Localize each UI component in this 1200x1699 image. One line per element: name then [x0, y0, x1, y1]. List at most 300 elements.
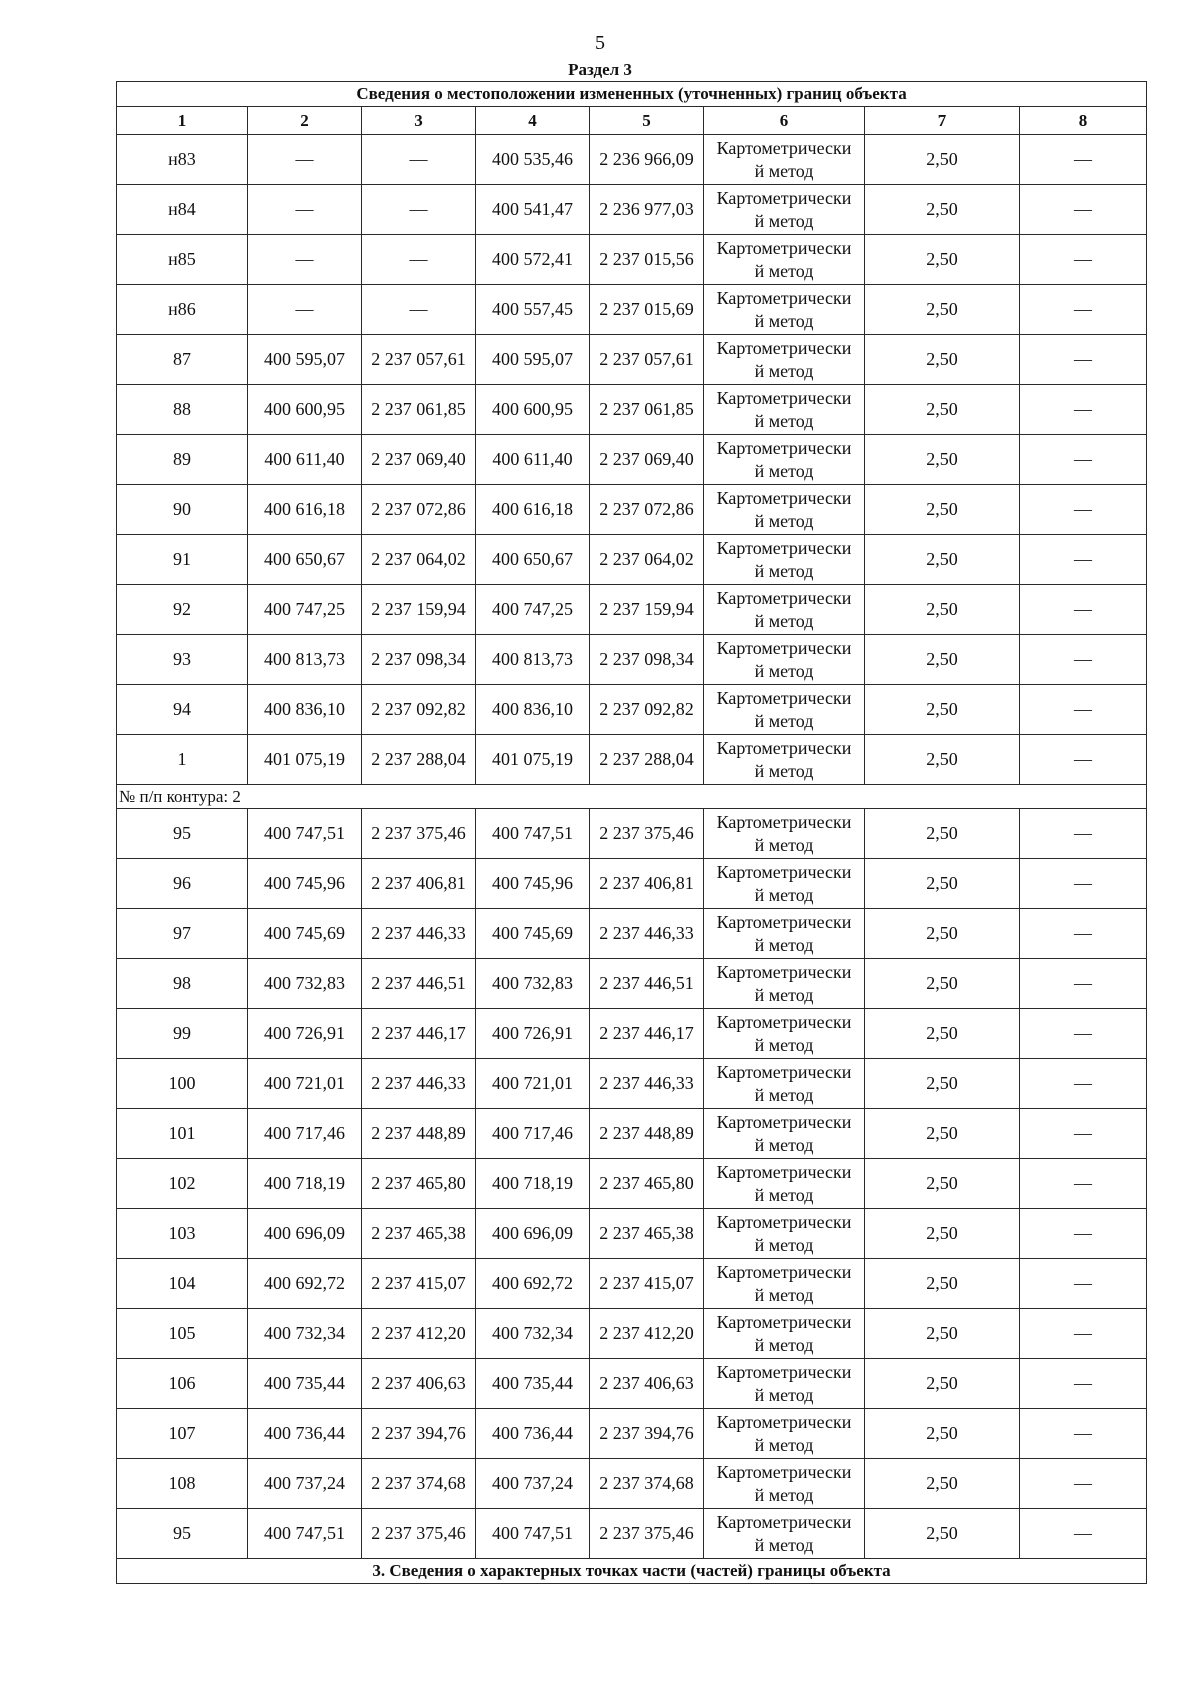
- y-old-cell: 2 237 374,68: [362, 1459, 476, 1509]
- method-text-line1: Картометрически: [716, 1511, 852, 1532]
- method-cell: [704, 535, 865, 585]
- description-cell: —: [1020, 235, 1147, 285]
- table-row: [117, 1409, 1147, 1459]
- page-number: 5: [595, 32, 605, 54]
- x-old-cell: 400 836,10: [248, 685, 362, 735]
- y-old-cell: 2 237 375,46: [362, 1509, 476, 1559]
- x-old-cell: 400 813,73: [248, 635, 362, 685]
- method-text-line1: Картометрически: [716, 1111, 852, 1132]
- x-old-cell: 400 717,46: [248, 1109, 362, 1159]
- description-cell: —: [1020, 385, 1147, 435]
- method-text-line2: й метод: [754, 560, 814, 581]
- column-header: 3: [362, 107, 476, 135]
- precision-cell: 2,50: [865, 1309, 1020, 1359]
- method-text-line1: Картометрически: [716, 237, 852, 258]
- method-cell: [704, 1159, 865, 1209]
- x-new-cell: 400 572,41: [476, 235, 590, 285]
- description-cell: —: [1020, 1009, 1147, 1059]
- method-cell: [704, 1059, 865, 1109]
- method-text-line2: й метод: [754, 760, 814, 781]
- y-new-cell: 2 237 394,76: [590, 1409, 704, 1459]
- x-new-cell: 400 836,10: [476, 685, 590, 735]
- method-text-line1: Картометрически: [716, 861, 852, 882]
- method-text-line2: й метод: [754, 660, 814, 681]
- precision-cell: 2,50: [865, 1459, 1020, 1509]
- description-cell: —: [1020, 1509, 1147, 1559]
- boundary-table: [116, 81, 1147, 1584]
- x-old-cell: 400 696,09: [248, 1209, 362, 1259]
- point-id-cell: 89: [117, 435, 248, 485]
- method-text-line1: Картометрически: [716, 487, 852, 508]
- method-text-line2: й метод: [754, 610, 814, 631]
- x-new-cell: 400 745,96: [476, 859, 590, 909]
- x-new-cell: 400 557,45: [476, 285, 590, 335]
- description-cell: —: [1020, 1209, 1147, 1259]
- x-old-cell: 400 732,34: [248, 1309, 362, 1359]
- point-id-cell: 93: [117, 635, 248, 685]
- table-row: [117, 959, 1147, 1009]
- method-text-line2: й метод: [754, 310, 814, 331]
- x-new-cell: 400 616,18: [476, 485, 590, 535]
- y-new-cell: 2 237 015,56: [590, 235, 704, 285]
- point-id-cell: 102: [117, 1159, 248, 1209]
- precision-cell: 2,50: [865, 1209, 1020, 1259]
- method-text-line1: Картометрически: [716, 1411, 852, 1432]
- method-text-line2: й метод: [754, 884, 814, 905]
- method-cell: [704, 809, 865, 859]
- point-id-cell: 88: [117, 385, 248, 435]
- method-text-line1: Картометрически: [716, 1161, 852, 1182]
- y-new-cell: 2 237 465,80: [590, 1159, 704, 1209]
- method-cell: [704, 1309, 865, 1359]
- x-old-cell: 400 600,95: [248, 385, 362, 435]
- precision-cell: 2,50: [865, 285, 1020, 335]
- point-id-cell: 99: [117, 1009, 248, 1059]
- point-id-cell: 91: [117, 535, 248, 585]
- method-text-line1: Картометрически: [716, 137, 852, 158]
- method-cell: [704, 1409, 865, 1459]
- y-new-cell: 2 237 465,38: [590, 1209, 704, 1259]
- y-new-cell: 2 237 374,68: [590, 1459, 704, 1509]
- point-id-cell: 96: [117, 859, 248, 909]
- x-old-cell: —: [248, 235, 362, 285]
- table-row: [117, 859, 1147, 909]
- column-header: 7: [865, 107, 1020, 135]
- table-row: [117, 635, 1147, 685]
- precision-cell: 2,50: [865, 235, 1020, 285]
- method-text-line2: й метод: [754, 360, 814, 381]
- y-new-cell: 2 237 375,46: [590, 809, 704, 859]
- point-id-cell: 1: [117, 735, 248, 785]
- method-cell: [704, 1109, 865, 1159]
- method-text-line2: й метод: [754, 260, 814, 281]
- y-new-cell: 2 237 159,94: [590, 585, 704, 635]
- x-new-cell: 400 717,46: [476, 1109, 590, 1159]
- y-old-cell: 2 237 465,80: [362, 1159, 476, 1209]
- point-id-cell: 98: [117, 959, 248, 1009]
- y-new-cell: 2 237 446,51: [590, 959, 704, 1009]
- method-cell: [704, 1459, 865, 1509]
- y-new-cell: 2 237 406,63: [590, 1359, 704, 1409]
- method-cell: [704, 435, 865, 485]
- method-text-line1: Картометрически: [716, 637, 852, 658]
- description-cell: —: [1020, 135, 1147, 185]
- column-header: 1: [117, 107, 248, 135]
- table-row: [117, 909, 1147, 959]
- precision-cell: 2,50: [865, 435, 1020, 485]
- x-old-cell: —: [248, 285, 362, 335]
- point-id-cell: 104: [117, 1259, 248, 1309]
- footer-caption: 3. Сведения о характерных точках части (частей) границы объекта: [117, 1559, 1147, 1584]
- description-cell: —: [1020, 1159, 1147, 1209]
- table-row: [117, 185, 1147, 235]
- y-new-cell: 2 237 092,82: [590, 685, 704, 735]
- point-id-cell: 108: [117, 1459, 248, 1509]
- precision-cell: 2,50: [865, 535, 1020, 585]
- x-new-cell: 400 721,01: [476, 1059, 590, 1109]
- point-id-cell: н85: [117, 235, 248, 285]
- description-cell: —: [1020, 1059, 1147, 1109]
- y-old-cell: 2 237 446,51: [362, 959, 476, 1009]
- method-cell: [704, 1209, 865, 1259]
- y-old-cell: 2 237 446,33: [362, 1059, 476, 1109]
- description-cell: —: [1020, 809, 1147, 859]
- method-text-line2: й метод: [754, 460, 814, 481]
- x-new-cell: 400 595,07: [476, 335, 590, 385]
- y-old-cell: 2 237 446,17: [362, 1009, 476, 1059]
- precision-cell: 2,50: [865, 735, 1020, 785]
- x-new-cell: 400 735,44: [476, 1359, 590, 1409]
- column-header: 2: [248, 107, 362, 135]
- x-new-cell: 400 813,73: [476, 635, 590, 685]
- column-header: 6: [704, 107, 865, 135]
- x-old-cell: 400 747,51: [248, 809, 362, 859]
- description-cell: —: [1020, 585, 1147, 635]
- method-text-line2: й метод: [754, 510, 814, 531]
- table-row: [117, 1059, 1147, 1109]
- x-old-cell: 400 718,19: [248, 1159, 362, 1209]
- x-new-cell: 400 650,67: [476, 535, 590, 585]
- precision-cell: 2,50: [865, 585, 1020, 635]
- x-new-cell: 400 732,34: [476, 1309, 590, 1359]
- method-text-line1: Картометрически: [716, 1361, 852, 1382]
- y-new-cell: 2 237 448,89: [590, 1109, 704, 1159]
- y-new-cell: 2 236 966,09: [590, 135, 704, 185]
- method-text-line2: й метод: [754, 710, 814, 731]
- method-cell: [704, 685, 865, 735]
- description-cell: —: [1020, 535, 1147, 585]
- method-text-line1: Картометрически: [716, 187, 852, 208]
- point-id-cell: н83: [117, 135, 248, 185]
- method-text-line1: Картометрически: [716, 911, 852, 932]
- y-new-cell: 2 237 415,07: [590, 1259, 704, 1309]
- x-old-cell: 400 737,24: [248, 1459, 362, 1509]
- method-cell: [704, 285, 865, 335]
- table-row: [117, 1359, 1147, 1409]
- precision-cell: 2,50: [865, 385, 1020, 435]
- precision-cell: 2,50: [865, 959, 1020, 1009]
- x-new-cell: 400 726,91: [476, 1009, 590, 1059]
- point-id-cell: 87: [117, 335, 248, 385]
- x-old-cell: 400 611,40: [248, 435, 362, 485]
- y-old-cell: —: [362, 285, 476, 335]
- table-row: [117, 485, 1147, 535]
- y-new-cell: 2 237 064,02: [590, 535, 704, 585]
- method-text-line2: й метод: [754, 1534, 814, 1555]
- table-row: [117, 735, 1147, 785]
- y-old-cell: 2 237 446,33: [362, 909, 476, 959]
- table-row: [117, 535, 1147, 585]
- y-old-cell: 2 237 098,34: [362, 635, 476, 685]
- x-new-cell: 400 747,25: [476, 585, 590, 635]
- method-text-line2: й метод: [754, 1234, 814, 1255]
- y-new-cell: 2 236 977,03: [590, 185, 704, 235]
- point-id-cell: н86: [117, 285, 248, 335]
- y-old-cell: 2 237 072,86: [362, 485, 476, 535]
- y-old-cell: 2 237 406,63: [362, 1359, 476, 1409]
- y-old-cell: 2 237 064,02: [362, 535, 476, 585]
- method-text-line2: й метод: [754, 1384, 814, 1405]
- method-cell: [704, 135, 865, 185]
- method-text-line1: Картометрически: [716, 287, 852, 308]
- method-text-line1: Картометрически: [716, 687, 852, 708]
- x-old-cell: 400 595,07: [248, 335, 362, 385]
- method-text-line2: й метод: [754, 934, 814, 955]
- table-row: [117, 385, 1147, 435]
- method-cell: [704, 635, 865, 685]
- contour-label: № п/п контура: 2: [117, 785, 1147, 809]
- x-old-cell: 400 692,72: [248, 1259, 362, 1309]
- precision-cell: 2,50: [865, 1259, 1020, 1309]
- x-old-cell: 400 650,67: [248, 535, 362, 585]
- description-cell: —: [1020, 1359, 1147, 1409]
- y-new-cell: 2 237 446,17: [590, 1009, 704, 1059]
- precision-cell: 2,50: [865, 1409, 1020, 1459]
- method-cell: [704, 1359, 865, 1409]
- method-text-line2: й метод: [754, 1334, 814, 1355]
- y-old-cell: 2 237 448,89: [362, 1109, 476, 1159]
- method-text-line1: Картометрически: [716, 961, 852, 982]
- method-text-line2: й метод: [754, 1434, 814, 1455]
- y-new-cell: 2 237 446,33: [590, 1059, 704, 1109]
- point-id-cell: 92: [117, 585, 248, 635]
- method-text-line1: Картометрически: [716, 1311, 852, 1332]
- method-text-line1: Картометрически: [716, 337, 852, 358]
- x-new-cell: 400 736,44: [476, 1409, 590, 1459]
- description-cell: —: [1020, 1409, 1147, 1459]
- description-cell: —: [1020, 485, 1147, 535]
- method-text-line2: й метод: [754, 210, 814, 231]
- description-cell: —: [1020, 1459, 1147, 1509]
- description-cell: —: [1020, 635, 1147, 685]
- x-new-cell: 400 745,69: [476, 909, 590, 959]
- method-cell: [704, 385, 865, 435]
- x-old-cell: —: [248, 185, 362, 235]
- precision-cell: 2,50: [865, 185, 1020, 235]
- y-old-cell: 2 237 061,85: [362, 385, 476, 435]
- method-cell: [704, 859, 865, 909]
- table-body: [117, 82, 1147, 1584]
- description-cell: —: [1020, 735, 1147, 785]
- table-row: [117, 1259, 1147, 1309]
- method-cell: [704, 735, 865, 785]
- description-cell: —: [1020, 909, 1147, 959]
- precision-cell: 2,50: [865, 909, 1020, 959]
- method-text-line1: Картометрически: [716, 587, 852, 608]
- precision-cell: 2,50: [865, 485, 1020, 535]
- table-row: [117, 685, 1147, 735]
- method-text-line1: Картометрически: [716, 1061, 852, 1082]
- table-caption: Сведения о местоположении измененных (уточненных) границ объекта: [117, 82, 1147, 107]
- description-cell: —: [1020, 1109, 1147, 1159]
- point-id-cell: 94: [117, 685, 248, 735]
- method-text-line2: й метод: [754, 1134, 814, 1155]
- y-old-cell: 2 237 375,46: [362, 809, 476, 859]
- y-old-cell: —: [362, 135, 476, 185]
- table-row: [117, 1009, 1147, 1059]
- x-old-cell: 400 747,51: [248, 1509, 362, 1559]
- y-new-cell: 2 237 288,04: [590, 735, 704, 785]
- method-cell: [704, 1259, 865, 1309]
- x-new-cell: 400 600,95: [476, 385, 590, 435]
- method-text-line1: Картометрически: [716, 1011, 852, 1032]
- description-cell: —: [1020, 285, 1147, 335]
- precision-cell: 2,50: [865, 335, 1020, 385]
- precision-cell: 2,50: [865, 685, 1020, 735]
- method-text-line1: Картометрически: [716, 811, 852, 832]
- point-id-cell: 95: [117, 809, 248, 859]
- table-row: [117, 135, 1147, 185]
- method-text-line2: й метод: [754, 834, 814, 855]
- precision-cell: 2,50: [865, 809, 1020, 859]
- precision-cell: 2,50: [865, 1059, 1020, 1109]
- x-old-cell: 400 732,83: [248, 959, 362, 1009]
- point-id-cell: 107: [117, 1409, 248, 1459]
- point-id-cell: 105: [117, 1309, 248, 1359]
- point-id-cell: 95: [117, 1509, 248, 1559]
- description-cell: —: [1020, 185, 1147, 235]
- method-cell: [704, 485, 865, 535]
- y-new-cell: 2 237 057,61: [590, 335, 704, 385]
- method-text-line2: й метод: [754, 410, 814, 431]
- table-row: [117, 1509, 1147, 1559]
- method-text-line1: Картометрически: [716, 1461, 852, 1482]
- method-text-line1: Картометрически: [716, 1211, 852, 1232]
- y-old-cell: —: [362, 185, 476, 235]
- precision-cell: 2,50: [865, 1359, 1020, 1409]
- column-header-row: [117, 107, 1147, 135]
- precision-cell: 2,50: [865, 635, 1020, 685]
- table-row: [117, 1309, 1147, 1359]
- y-new-cell: 2 237 098,34: [590, 635, 704, 685]
- method-text-line2: й метод: [754, 1484, 814, 1505]
- y-old-cell: 2 237 412,20: [362, 1309, 476, 1359]
- table-row: [117, 585, 1147, 635]
- x-new-cell: 400 718,19: [476, 1159, 590, 1209]
- method-text-line1: Картометрически: [716, 387, 852, 408]
- description-cell: —: [1020, 859, 1147, 909]
- x-new-cell: 400 611,40: [476, 435, 590, 485]
- precision-cell: 2,50: [865, 1009, 1020, 1059]
- point-id-cell: 103: [117, 1209, 248, 1259]
- x-new-cell: 400 747,51: [476, 1509, 590, 1559]
- x-new-cell: 400 696,09: [476, 1209, 590, 1259]
- table-row: [117, 285, 1147, 335]
- x-old-cell: 400 616,18: [248, 485, 362, 535]
- table-row: [117, 235, 1147, 285]
- description-cell: —: [1020, 435, 1147, 485]
- method-text-line2: й метод: [754, 1034, 814, 1055]
- y-new-cell: 2 237 446,33: [590, 909, 704, 959]
- precision-cell: 2,50: [865, 1509, 1020, 1559]
- y-new-cell: 2 237 061,85: [590, 385, 704, 435]
- y-new-cell: 2 237 375,46: [590, 1509, 704, 1559]
- method-text-line1: Картометрически: [716, 537, 852, 558]
- y-old-cell: 2 237 159,94: [362, 585, 476, 635]
- y-new-cell: 2 237 406,81: [590, 859, 704, 909]
- y-old-cell: 2 237 288,04: [362, 735, 476, 785]
- y-new-cell: 2 237 072,86: [590, 485, 704, 535]
- method-text-line2: й метод: [754, 1184, 814, 1205]
- table-row: [117, 1109, 1147, 1159]
- y-old-cell: 2 237 057,61: [362, 335, 476, 385]
- point-id-cell: н84: [117, 185, 248, 235]
- x-new-cell: 400 535,46: [476, 135, 590, 185]
- method-text-line2: й метод: [754, 984, 814, 1005]
- y-old-cell: 2 237 465,38: [362, 1209, 476, 1259]
- x-old-cell: 400 735,44: [248, 1359, 362, 1409]
- y-old-cell: —: [362, 235, 476, 285]
- description-cell: —: [1020, 685, 1147, 735]
- x-new-cell: 400 732,83: [476, 959, 590, 1009]
- precision-cell: 2,50: [865, 859, 1020, 909]
- point-id-cell: 90: [117, 485, 248, 535]
- method-text-line1: Картометрически: [716, 737, 852, 758]
- method-cell: [704, 959, 865, 1009]
- description-cell: —: [1020, 1259, 1147, 1309]
- method-text-line2: й метод: [754, 1284, 814, 1305]
- column-header: 5: [590, 107, 704, 135]
- precision-cell: 2,50: [865, 1159, 1020, 1209]
- x-old-cell: 400 721,01: [248, 1059, 362, 1109]
- method-cell: [704, 1509, 865, 1559]
- x-old-cell: 400 747,25: [248, 585, 362, 635]
- method-cell: [704, 185, 865, 235]
- table-row: [117, 1459, 1147, 1509]
- method-text-line1: Картометрически: [716, 437, 852, 458]
- method-cell: [704, 1009, 865, 1059]
- point-id-cell: 97: [117, 909, 248, 959]
- method-text-line2: й метод: [754, 160, 814, 181]
- x-new-cell: 400 692,72: [476, 1259, 590, 1309]
- method-cell: [704, 235, 865, 285]
- point-id-cell: 100: [117, 1059, 248, 1109]
- precision-cell: 2,50: [865, 1109, 1020, 1159]
- column-header: 8: [1020, 107, 1147, 135]
- x-old-cell: 400 745,96: [248, 859, 362, 909]
- y-old-cell: 2 237 415,07: [362, 1259, 476, 1309]
- description-cell: —: [1020, 335, 1147, 385]
- x-old-cell: 400 736,44: [248, 1409, 362, 1459]
- table-row: [117, 335, 1147, 385]
- description-cell: —: [1020, 1309, 1147, 1359]
- x-new-cell: 400 747,51: [476, 809, 590, 859]
- section-title: Раздел 3: [568, 60, 632, 79]
- y-old-cell: 2 237 069,40: [362, 435, 476, 485]
- method-text-line1: Картометрически: [716, 1261, 852, 1282]
- y-old-cell: 2 237 092,82: [362, 685, 476, 735]
- x-old-cell: 400 745,69: [248, 909, 362, 959]
